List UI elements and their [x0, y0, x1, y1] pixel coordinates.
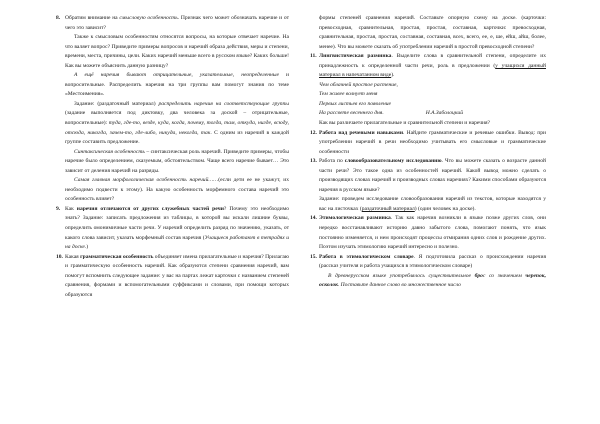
bold-text: Работа в этимологическом словаре [319, 253, 414, 260]
paragraph [65, 205, 289, 253]
text: . Найдите грамматические и речевые ошибки. Вывод: при употреблении наречий в речи необходимо учитывать его смысловые и грамматические особенности [319, 129, 546, 155]
bold-text: грамматическая особенность [80, 253, 154, 260]
list-item-14 [310, 214, 546, 252]
bold-text: Лингвистическая разминка [319, 53, 392, 60]
text: Обратим внимание на [65, 15, 120, 21]
poem-author: Н.А.Заболоцкий [425, 110, 463, 117]
emphasis-text: с со значением [482, 272, 526, 279]
right-column [310, 14, 546, 291]
text: . Выделите слова в сравнительной степени, определите их принадлежность к определенной части речи, роль в предложении ( [319, 53, 546, 69]
paragraph [319, 129, 546, 158]
item-number: 12. [310, 129, 317, 136]
text: ). [391, 72, 395, 79]
text: (задание выполняется под диктовку, два человека за доской – отрицательные, вопросительные): [65, 110, 289, 127]
bold-text: словообразовательному исследованию [344, 158, 442, 165]
emphasis-text: . Поставьте данное слово во множественное число [337, 282, 461, 289]
bold-text: Работа над речевыми навыками [319, 129, 404, 136]
bold-text: наречия отличаются от других служебных частей речи [76, 205, 224, 212]
list-item-12 [310, 129, 546, 158]
paragraph [319, 214, 546, 252]
left-column [56, 14, 289, 300]
text: . Я подготовила рассказ о происхождении наречия (рассказ учителя и работа учащихся в этимологическом словаре) [319, 253, 546, 270]
emphasis-text: смысловую особенность [119, 15, 178, 21]
item-number: 8. [56, 15, 61, 21]
bold-italic-text: черепок, осколок [319, 272, 546, 289]
bold-italic-text: бро [474, 272, 483, 279]
text: А ещё наречия бывают [74, 72, 154, 79]
paragraph: Как вы различаете прилагательные и сравнительной степени и наречия? [319, 120, 490, 127]
item-number: 15. [310, 253, 317, 260]
text: Как [65, 205, 77, 212]
text: Какая [65, 253, 81, 260]
emphasis-text: отрицательные, указательные, неопределенные [153, 72, 279, 79]
poem-text: На рассвете весеннего дня. [319, 110, 384, 117]
emphasis-text: Синтаксическая особенность [74, 148, 145, 155]
poem-line: Чем облачней простое растение, [319, 81, 398, 88]
text: и вопросительные. Распределить наречия на три группы вам помогут знания по теме «Местоимения». [65, 72, 290, 98]
paragraph [319, 195, 546, 214]
text: . Что вы можете сказать о возрасте данной части речи? Это такое одна из особенностей наречий. Какой вывод можно сделать о производящих словах наречий и производных словах наречиях? Какими способами образуются наречия в русском языке? [319, 158, 546, 193]
paragraph [319, 52, 546, 81]
paragraph [319, 157, 546, 195]
list-item-15 [310, 253, 546, 291]
underlined-text: раздаточный материал [361, 205, 415, 212]
text: . Признак чего может обозначать наречие и от чего это зависит? [65, 15, 290, 31]
bold-text: Этимологическая разминка [319, 215, 391, 222]
item-number: 9. [56, 205, 61, 212]
text: ) [86, 244, 89, 251]
text: (если дети ее не укажут, их необходимо подвести к этому). На какую особенность морфемного состава наречий это особенность влияет? [65, 177, 290, 203]
poem-line: Тем живее волнует меня [319, 91, 378, 98]
paragraph [65, 71, 289, 100]
paragraph [65, 100, 289, 148]
list-item-9 [56, 205, 289, 253]
word-list: туда, где-то, везде, куда, когда, почему, тогда, там, откуда, нигде, всюду, отсюда, никогда, зачем-то, где-либо, никуда, некогда, так [65, 120, 289, 136]
paragraph [319, 272, 546, 291]
paragraph [65, 148, 289, 177]
list-item-8 [56, 14, 289, 205]
item-number: 10. [56, 253, 63, 260]
emphasis-text: распределить наречия на соответствующие группы [158, 100, 289, 107]
text: . Так как наречия возникли в языке позже других слов, они нередко восстанавливают историю давно забытого слова, помогают понять, что язык постоянно изменяется, и нем происходят процессы отмирания одних слов и рождение других. Поэтом изучать этимологию наречий интересно и полезно. [319, 215, 546, 251]
list-item-11 [310, 52, 546, 128]
text: Работа по [319, 158, 345, 165]
poem-line [319, 109, 546, 119]
paragraph [65, 176, 289, 205]
emphasis-text: Самая главная морфологическая особенность наречий…… [74, 177, 219, 184]
item-number: 14. [310, 215, 317, 222]
underlined-text: у учащихся данный материал в напечатанном виде [319, 62, 546, 79]
list-item-10 [56, 253, 289, 301]
text: . С одним из наречий в каждой группе составить предложение. [65, 129, 290, 146]
text: Задание: (раздаточный материал) [74, 100, 159, 107]
paragraph: Также к смысловым особенностям относятся вопросы, на которые отвечает наречие. На что валяет вопрос? Приведите примеры вопросов и наречий образа действия, меры и степени, времени, места, причины, цели. Каких наречий меньше всего в русском языке? Каких больше! Как вы можете объяснить данную разницу? [65, 34, 289, 69]
emphasis-text: Учащиеся работают в тетрадях и на доске. [65, 234, 289, 251]
emphasis-text: В древнерусском языке употреблялось существительное [328, 272, 475, 279]
text: ) (один человек на доске). [414, 205, 476, 212]
text: – синтаксическая роль наречий. Приведите примеры, чтобы наречие было определением, сказуемым, обстоятельством. Чаще всего наречие бывает… Это зависит от деления наречий на разряды. [65, 148, 289, 174]
paragraph: формы степеней сравнения наречий. Составьте опорную схему на доске. (карточки: превосходная, сравнительная, простая, простая, составная, карточки: превосходная, сравнительная, простая, простая, составная, составная, всех, всего, ее, е, ше, ейш, айш, более, менее). Что вы можете сказать об употреблении наречий в простой превосходной степени? [319, 15, 546, 50]
paragraph [65, 14, 289, 33]
item-number: 13. [310, 158, 317, 165]
paragraph [319, 253, 546, 272]
text: Задание: проведем исследование словообразования наречий из текстов, которые находятся у вас на листочках ( [319, 196, 546, 212]
paragraph [65, 253, 289, 301]
text: ? Почему это необходимо знать? Задание: записать предложения из таблицы, в которой вы искали лишние буквы, определить омонимичные части речи. У наречий определить разряд по значению, указать, от какого слова зависит, указать морфемный состав наречия ( [65, 205, 289, 241]
poem-line: Первых листьев его появление [319, 100, 391, 107]
list-item-13 [310, 157, 546, 214]
text: объединяет имена прилагательные и наречия? Прилагаю и грамматическую особенность наречий. Как образуются степени сравнения наречий, вам помогут вспомнить следующее задание: у вас на партах лежат карточки с названием степеней сравнения, формами и вспомогательными суффиксами и словами, при помощи которых образуются [65, 253, 290, 298]
item-number: 11. [310, 53, 317, 60]
